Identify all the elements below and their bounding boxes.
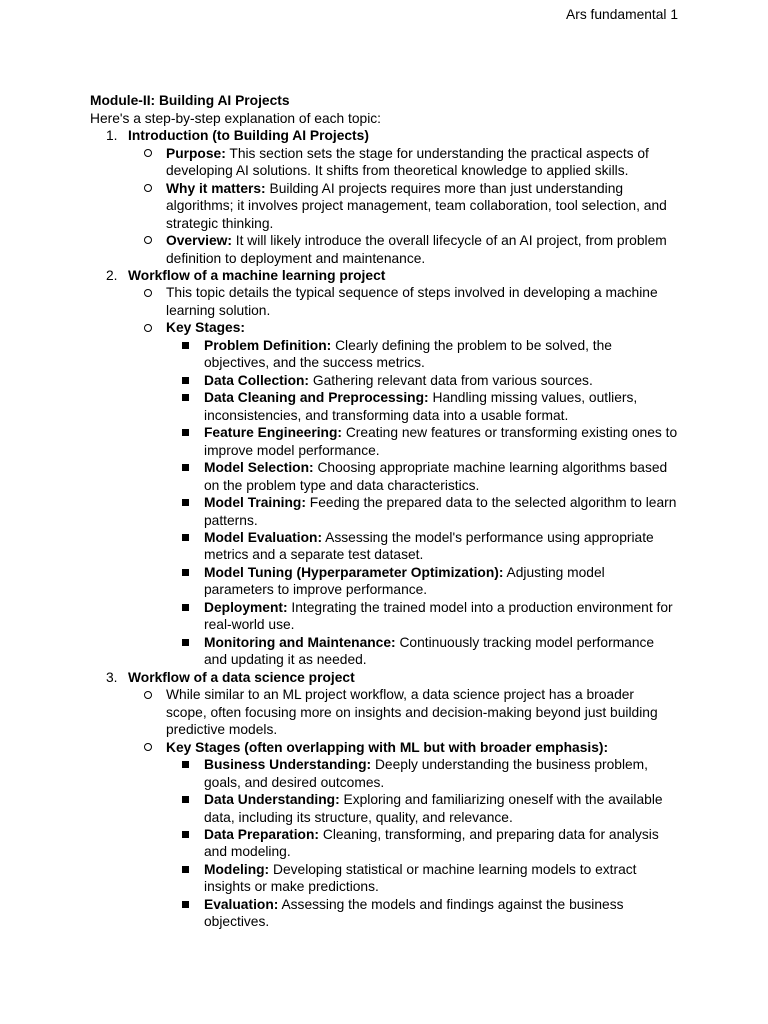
item-label: Overview: [166, 233, 232, 249]
section-ml-workflow [90, 267, 678, 669]
stage-text: parameters to improve performance. [204, 582, 428, 598]
stage-line [204, 861, 678, 878]
stage-line [204, 756, 678, 773]
stage-item-model-tuning [90, 564, 678, 599]
list-item-purpose [90, 145, 678, 180]
stage-text: Assessing the model's performance using appropriate [325, 530, 654, 546]
bullet-square-icon [182, 831, 189, 838]
stage-label: Business Understanding: [204, 757, 372, 773]
bullet-circle-icon [144, 289, 152, 297]
item-text: developing AI solutions. It shifts from theoretical knowledge to applied skills. [166, 163, 629, 179]
stage-text: inconsistencies, and transforming data into a usable format. [204, 407, 569, 423]
list-item-why-it-matters [90, 180, 678, 232]
stage-label: Feature Engineering: [204, 425, 342, 441]
stage-text: Gathering relevant data from various sources. [312, 372, 593, 388]
stage-label: Evaluation: [204, 896, 279, 912]
bullet-square-icon [182, 604, 189, 611]
stage-label: Model Evaluation: [204, 530, 323, 546]
stage-item-data-preparation [90, 826, 678, 861]
stage-text: Handling missing values, outliers, [432, 390, 638, 406]
bullet-square-icon [182, 569, 189, 576]
stage-label: Modeling: [204, 861, 270, 877]
bullet-square-icon [182, 499, 189, 506]
item-text: learning solution. [166, 302, 271, 318]
bullet-square-icon [182, 464, 189, 471]
bullet-square-icon [182, 429, 189, 436]
stage-text: Feeding the prepared data to the selected algorithm to learn [309, 495, 677, 511]
bullet-square-icon [182, 866, 189, 873]
stage-item-evaluation [90, 896, 678, 931]
stage-line [204, 372, 678, 389]
bullet-square-icon [182, 901, 189, 908]
stage-label: Data Preparation: [204, 826, 320, 842]
stage-label: Model Training: [204, 495, 306, 511]
stage-label: Model Tuning (Hyperparameter Optimization): [204, 564, 504, 580]
stage-text: objectives. [204, 914, 270, 930]
section-heading [90, 127, 678, 144]
stage-label: Deployment: [204, 599, 288, 615]
list-number: 1. [106, 128, 118, 144]
stage-text: on the problem type and data characteristics. [204, 477, 480, 493]
item-label: Key Stages: [166, 320, 245, 336]
bullet-circle-icon [144, 149, 152, 157]
list-item-overview [90, 232, 678, 267]
bullet-circle-icon [144, 184, 152, 192]
section-heading-text: Workflow of a data science project [128, 669, 355, 685]
item-text: algorithms; it involves project management, team collaboration, tool selection, and [166, 198, 667, 214]
stage-text: Choosing appropriate machine learning algorithms based [317, 460, 668, 476]
list-item-key-stages [90, 739, 678, 756]
stage-item-data-collection [90, 372, 678, 389]
bullet-square-icon [182, 761, 189, 768]
item-label: Key Stages (often overlapping with ML but with broader emphasis): [166, 739, 609, 755]
page-header: Ars fundamental 1 [566, 7, 678, 22]
stage-text: objectives, and the success metrics. [204, 355, 425, 371]
stage-item-deployment [90, 599, 678, 634]
item-label: Purpose: [166, 145, 226, 161]
section-heading [90, 669, 678, 686]
stage-line [204, 564, 678, 581]
stage-item-problem-definition [90, 337, 678, 372]
item-text: While similar to an ML project workflow, a data science project has a broader [166, 687, 635, 703]
list-item-line [166, 232, 678, 249]
stage-text: and updating it as needed. [204, 652, 367, 668]
item-text: strategic thinking. [166, 215, 274, 231]
stage-line [204, 424, 678, 441]
stage-line [204, 791, 678, 808]
bullet-square-icon [182, 377, 189, 384]
stage-item-data-cleaning [90, 389, 678, 424]
stage-text: data, including its structure, quality, and relevance. [204, 809, 513, 825]
bullet-square-icon [182, 796, 189, 803]
item-text: This section sets the stage for understanding the practical aspects of [229, 145, 649, 161]
bullet-circle-icon [144, 691, 152, 699]
item-text: scope, often focusing more on insights and decision-making beyond just building [166, 704, 658, 720]
item-text: definition to deployment and maintenance. [166, 250, 426, 266]
stage-line [204, 459, 678, 476]
stage-label: Model Selection: [204, 460, 314, 476]
document-body [90, 92, 678, 931]
item-text: This topic details the typical sequence of steps involved in developing a machine [166, 285, 658, 301]
stage-item-model-training [90, 494, 678, 529]
bullet-square-icon [182, 639, 189, 646]
list-item-key-stages [90, 319, 678, 336]
stage-item-modeling [90, 861, 678, 896]
list-item-description [90, 686, 678, 738]
stage-item-feature-engineering [90, 424, 678, 459]
bullet-square-icon [182, 394, 189, 401]
bullet-square-icon [182, 534, 189, 541]
stage-text: Clearly defining the problem to be solved, the [335, 337, 612, 353]
stage-item-model-selection [90, 459, 678, 494]
section-heading [90, 267, 678, 284]
stage-text: insights or make predictions. [204, 879, 379, 895]
stage-text: goals, and desired outcomes. [204, 774, 385, 790]
stage-text: and modeling. [204, 844, 291, 860]
stage-line [204, 529, 678, 546]
stage-line [204, 494, 678, 511]
module-title: Module-II: Building AI Projects [90, 93, 290, 109]
stage-line [204, 826, 678, 843]
stage-text: Adjusting model [506, 564, 605, 580]
bullet-circle-icon [144, 743, 152, 751]
stage-label: Data Cleaning and Preprocessing: [204, 390, 429, 406]
section-heading-text: Workflow of a machine learning project [128, 267, 386, 283]
list-item-line [166, 180, 678, 197]
stage-item-monitoring [90, 634, 678, 669]
stage-text: Deeply understanding the business problem, [374, 757, 649, 773]
bullet-circle-icon [144, 236, 152, 244]
stage-line [204, 337, 678, 354]
stage-text: real-world use. [204, 617, 295, 633]
section-data-science-workflow [90, 669, 678, 931]
list-item-description [90, 284, 678, 319]
stage-item-data-understanding [90, 791, 678, 826]
stage-text: patterns. [204, 512, 258, 528]
section-introduction [90, 127, 678, 267]
stage-text: Integrating the trained model into a production environment for [291, 599, 673, 615]
stage-line [204, 896, 678, 913]
stage-line [204, 599, 678, 616]
item-text: Building AI projects requires more than just understanding [269, 180, 624, 196]
section-heading-text: Introduction (to Building AI Projects) [128, 128, 369, 144]
key-stages-list [90, 337, 678, 669]
stage-text: Cleaning, transforming, and preparing data for analysis [322, 826, 659, 842]
bullet-circle-icon [144, 324, 152, 332]
stage-label: Problem Definition: [204, 337, 332, 353]
stage-text: Continuously tracking model performance [399, 634, 655, 650]
list-number: 2. [106, 267, 118, 283]
stage-text: metrics and a separate test dataset. [204, 547, 424, 563]
item-label: Why it matters: [166, 180, 266, 196]
stage-line [204, 389, 678, 406]
key-stages-list [90, 756, 678, 931]
stage-item-model-evaluation [90, 529, 678, 564]
stage-text: Exploring and familiarizing oneself with the available [343, 792, 663, 808]
stage-text: Assessing the models and findings against the business [281, 896, 624, 912]
list-number: 3. [106, 669, 118, 685]
stage-line [204, 634, 678, 651]
stage-text: Creating new features or transforming existing ones to [345, 425, 678, 441]
bullet-square-icon [182, 342, 189, 349]
item-text: It will likely introduce the overall lifecycle of an AI project, from problem [235, 233, 667, 249]
intro-text: Here's a step-by-step explanation of each topic: [90, 110, 382, 126]
stage-text: improve model performance. [204, 442, 380, 458]
list-item-line [166, 145, 678, 162]
stage-label: Data Understanding: [204, 792, 340, 808]
stage-text: Developing statistical or machine learning models to extract [272, 861, 637, 877]
stage-label: Monitoring and Maintenance: [204, 634, 396, 650]
stage-item-business-understanding [90, 756, 678, 791]
item-text: predictive models. [166, 722, 278, 738]
stage-label: Data Collection: [204, 372, 310, 388]
